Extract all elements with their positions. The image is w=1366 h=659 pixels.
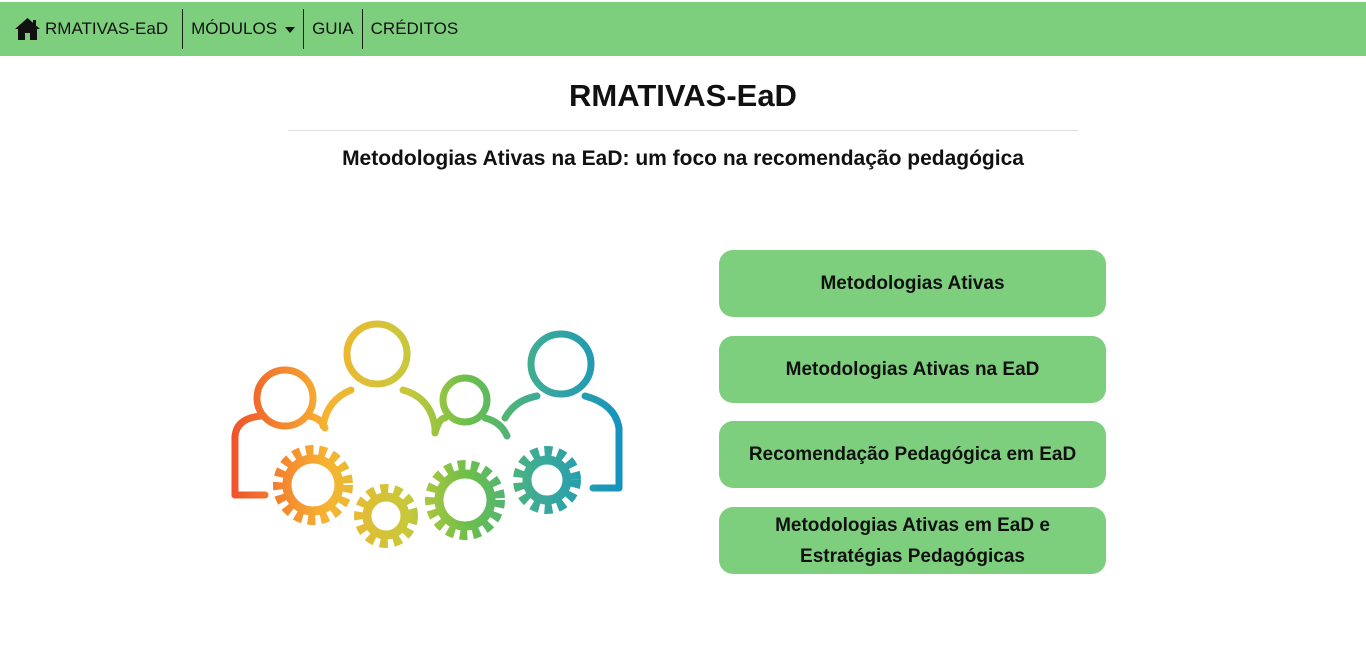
menu-button-metodologias-ativas-ead[interactable]: Metodologias Ativas na EaD	[719, 336, 1106, 403]
menu-button-estrategias-pedagogicas[interactable]: Metodologias Ativas em EaD e Estratégias Pedagógicas	[719, 507, 1106, 574]
nav-creditos-label: CRÉDITOS	[370, 19, 459, 38]
page-title: RMATIVAS-EaD	[569, 78, 797, 113]
title-divider	[288, 130, 1078, 131]
caret-down-icon	[285, 27, 295, 33]
home-icon	[14, 17, 41, 41]
brand-link[interactable]	[0, 9, 182, 49]
page-subtitle: Metodologias Ativas na EaD: um foco na recomendação pedagógica	[342, 147, 1024, 170]
menu-button-metodologias-ativas[interactable]: Metodologias Ativas	[719, 250, 1106, 317]
nav-guia-label: GUIA	[312, 19, 354, 38]
top-navbar	[0, 2, 1366, 56]
people-gears-illustration	[225, 318, 630, 558]
nav-modulos-label: MÓDULOS	[191, 19, 278, 38]
nav-modulos-dropdown[interactable]	[183, 9, 303, 49]
nav-creditos-link[interactable]	[363, 9, 467, 49]
menu-button-recomendacao-pedagogica[interactable]: Recomendação Pedagógica em EaD	[719, 421, 1106, 488]
nav-guia-link[interactable]	[304, 9, 362, 49]
brand-label: RMATIVAS-EaD	[45, 19, 169, 38]
